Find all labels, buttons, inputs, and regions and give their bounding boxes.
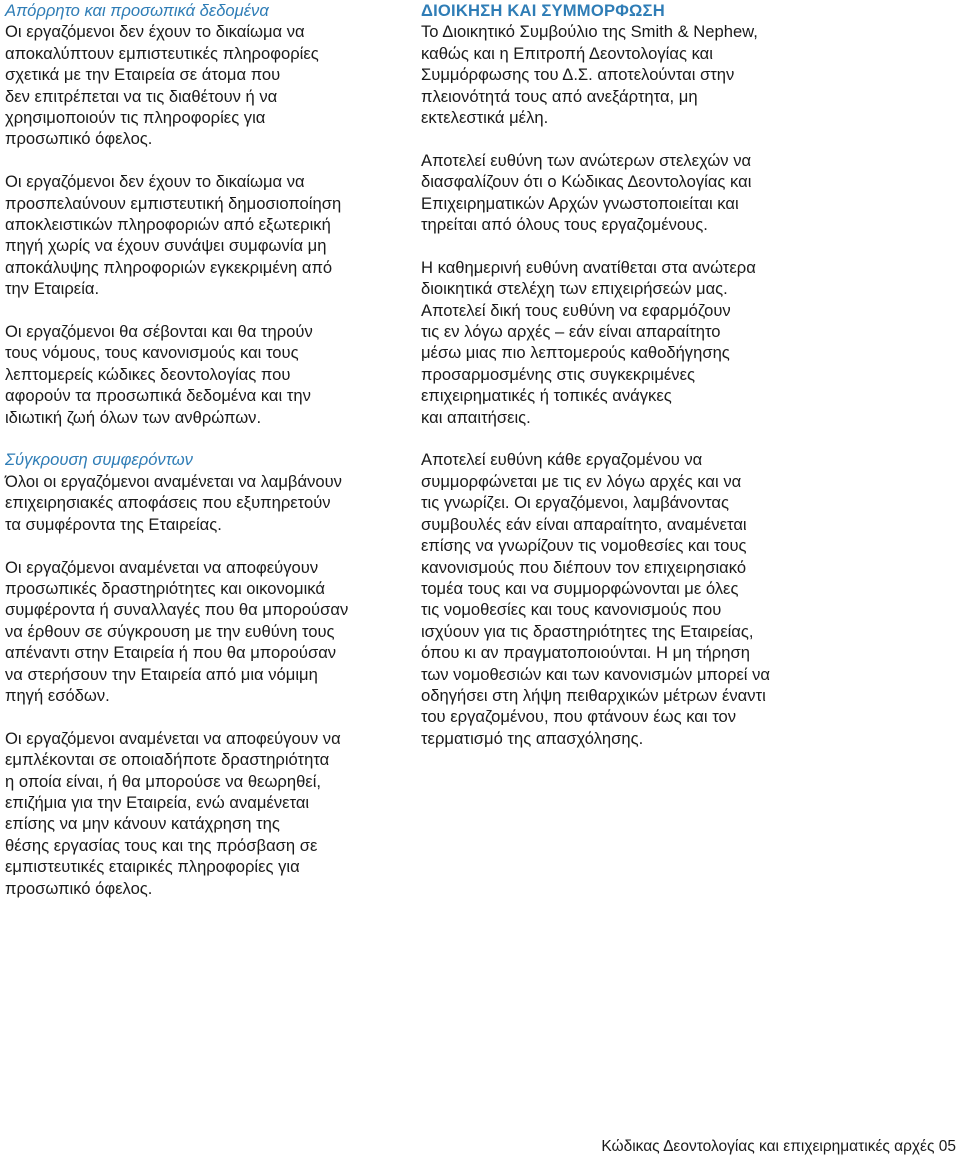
conflict-paragraph-3: Οι εργαζόμενοι αναμένεται να αποφεύγουν να εμπλέκονται σε οποιαδήποτε δραστηριότητα η οποία είναι, ή θα μπορούσε να θεωρηθεί, επιζήμια για την Εταιρεία, ενώ αναμένεται επίσης να μην κάνουν κατάχρηση της θέσης εργασίας τους και της πρόσβαση σε εμπιστευτικές εταιρικές πληροφορίες για προσωπικό όφελος. [5, 728, 341, 898]
left-column [5, 0, 415, 920]
governance-paragraph-4: Αποτελεί ευθύνη κάθε εργαζομένου να συμμορφώνεται με τις εν λόγω αρχές και να τις γνωρίζει. Οι εργαζόμενοι, λαμβάνοντας συμβουλές εάν είναι απαραίτητο, αναμένεται επίσης να γνωρίζουν τις νομοθεσίες και τους κανονισμούς που διέπουν τον επιχειρησιακό τομέα τους και να συμμορφώνονται με όλες τις νομοθεσίες και τους κανονισμούς που ισχύουν για τις δραστηριότητες της Εταιρείας, όπου κι αν πραγματοποιούνται. Η μη τήρηση των νομοθεσιών και των κανονισμών μπορεί να οδηγήσει στη λήψη πειθαρχικών μέτρων έναντι του εργαζομένου, που φτάνουν έως και τον τερματισμό της απασχόλησης. [421, 450, 770, 748]
privacy-paragraph-3: Οι εργαζόμενοι θα σέβονται και θα τηρούν τους νόμους, τους κανονισμούς και τους λεπτομερείς κώδικες δεοντολογίας που αφορούν τα προσωπικά δεδομένα και την ιδιωτική ζωή όλων των ανθρώπων. [5, 322, 313, 427]
governance-heading: ΔΙΟΙΚΗΣΗ ΚΑΙ ΣΥΜΜΟΡΦΩΣΗ [421, 1, 665, 20]
governance-paragraph-1: Το Διοικητικό Συμβούλιο της Smith & Nephew, καθώς και η Επιτροπή Δεοντολογίας και Συμμόρφωσης του Δ.Σ. αποτελούνται στην πλειονότητά τους από ανεξάρτητα, μη εκτελεστικά μέλη. [421, 22, 758, 128]
privacy-paragraph-1: Οι εργαζόμενοι δεν έχουν το δικαίωμα να αποκαλύπτουν εμπιστευτικές πληροφορίες σχετικά με την Εταιρεία σε άτομα που δεν επιτρέπεται να τις διαθέτουν ή να χρησιμοποιούν τις πληροφορίες για προσωπικό όφελος. [5, 22, 319, 149]
conflict-paragraph-1: Όλοι οι εργαζόμενοι αναμένεται να λαμβάνουν επιχειρησιακές αποφάσεις που εξυπηρετούν τα συμφέροντα της Εταιρείας. [5, 471, 342, 534]
governance-paragraph-3: Η καθημερινή ευθύνη ανατίθεται στα ανώτερα διοικητικά στελέχη των επιχειρήσεών μας. Αποτελεί δική τους ευθύνη να εφαρμόζουν τις εν λόγω αρχές – εάν είναι απαραίτητο μέσω μιας πιο λεπτομερούς καθοδήγησης προσαρμοσμένης στις συγκεκριμένες επιχειρηματικές ή τοπικές ανάγκες και απαιτήσεις. [421, 257, 756, 427]
conflict-of-interest-heading: Σύγκρουση συμφερόντων [5, 450, 193, 470]
privacy-heading: Απόρρητο και προσωπικά δεδομένα [5, 1, 269, 20]
right-column [421, 0, 831, 771]
governance-paragraph-2: Αποτελεί ευθύνη των ανώτερων στελεχών να διασφαλίζουν ότι ο Κώδικας Δεοντολογίας και Επιχειρηματικών Αρχών γνωστοποιείται και τηρείται από όλους τους εργαζομένους. [421, 150, 752, 235]
page-footer: Κώδικας Δεοντολογίας και επιχειρηματικές αρχές 05 [601, 1138, 956, 1155]
conflict-paragraph-2: Οι εργαζόμενοι αναμένεται να αποφεύγουν προσωπικές δραστηριότητες και οικονομικά συμφέροντα ή συναλλαγές που θα μπορούσαν να έρθουν σε σύγκρουση με την ευθύνη τους απέναντι στην Εταιρεία ή που θα μπορούσαν να στερήσουν την Εταιρεία από μια νόμιμη πηγή εσόδων. [5, 557, 349, 705]
privacy-paragraph-2: Οι εργαζόμενοι δεν έχουν το δικαίωμα να προσπελαύνουν εμπιστευτική δημοσιοποίηση αποκλειστικών πληροφοριών από εξωτερική πηγή χωρίς να έχουν συνάψει συμφωνία μη αποκάλυψης πληροφοριών εγκεκριμένη από την Εταιρεία. [5, 172, 342, 299]
